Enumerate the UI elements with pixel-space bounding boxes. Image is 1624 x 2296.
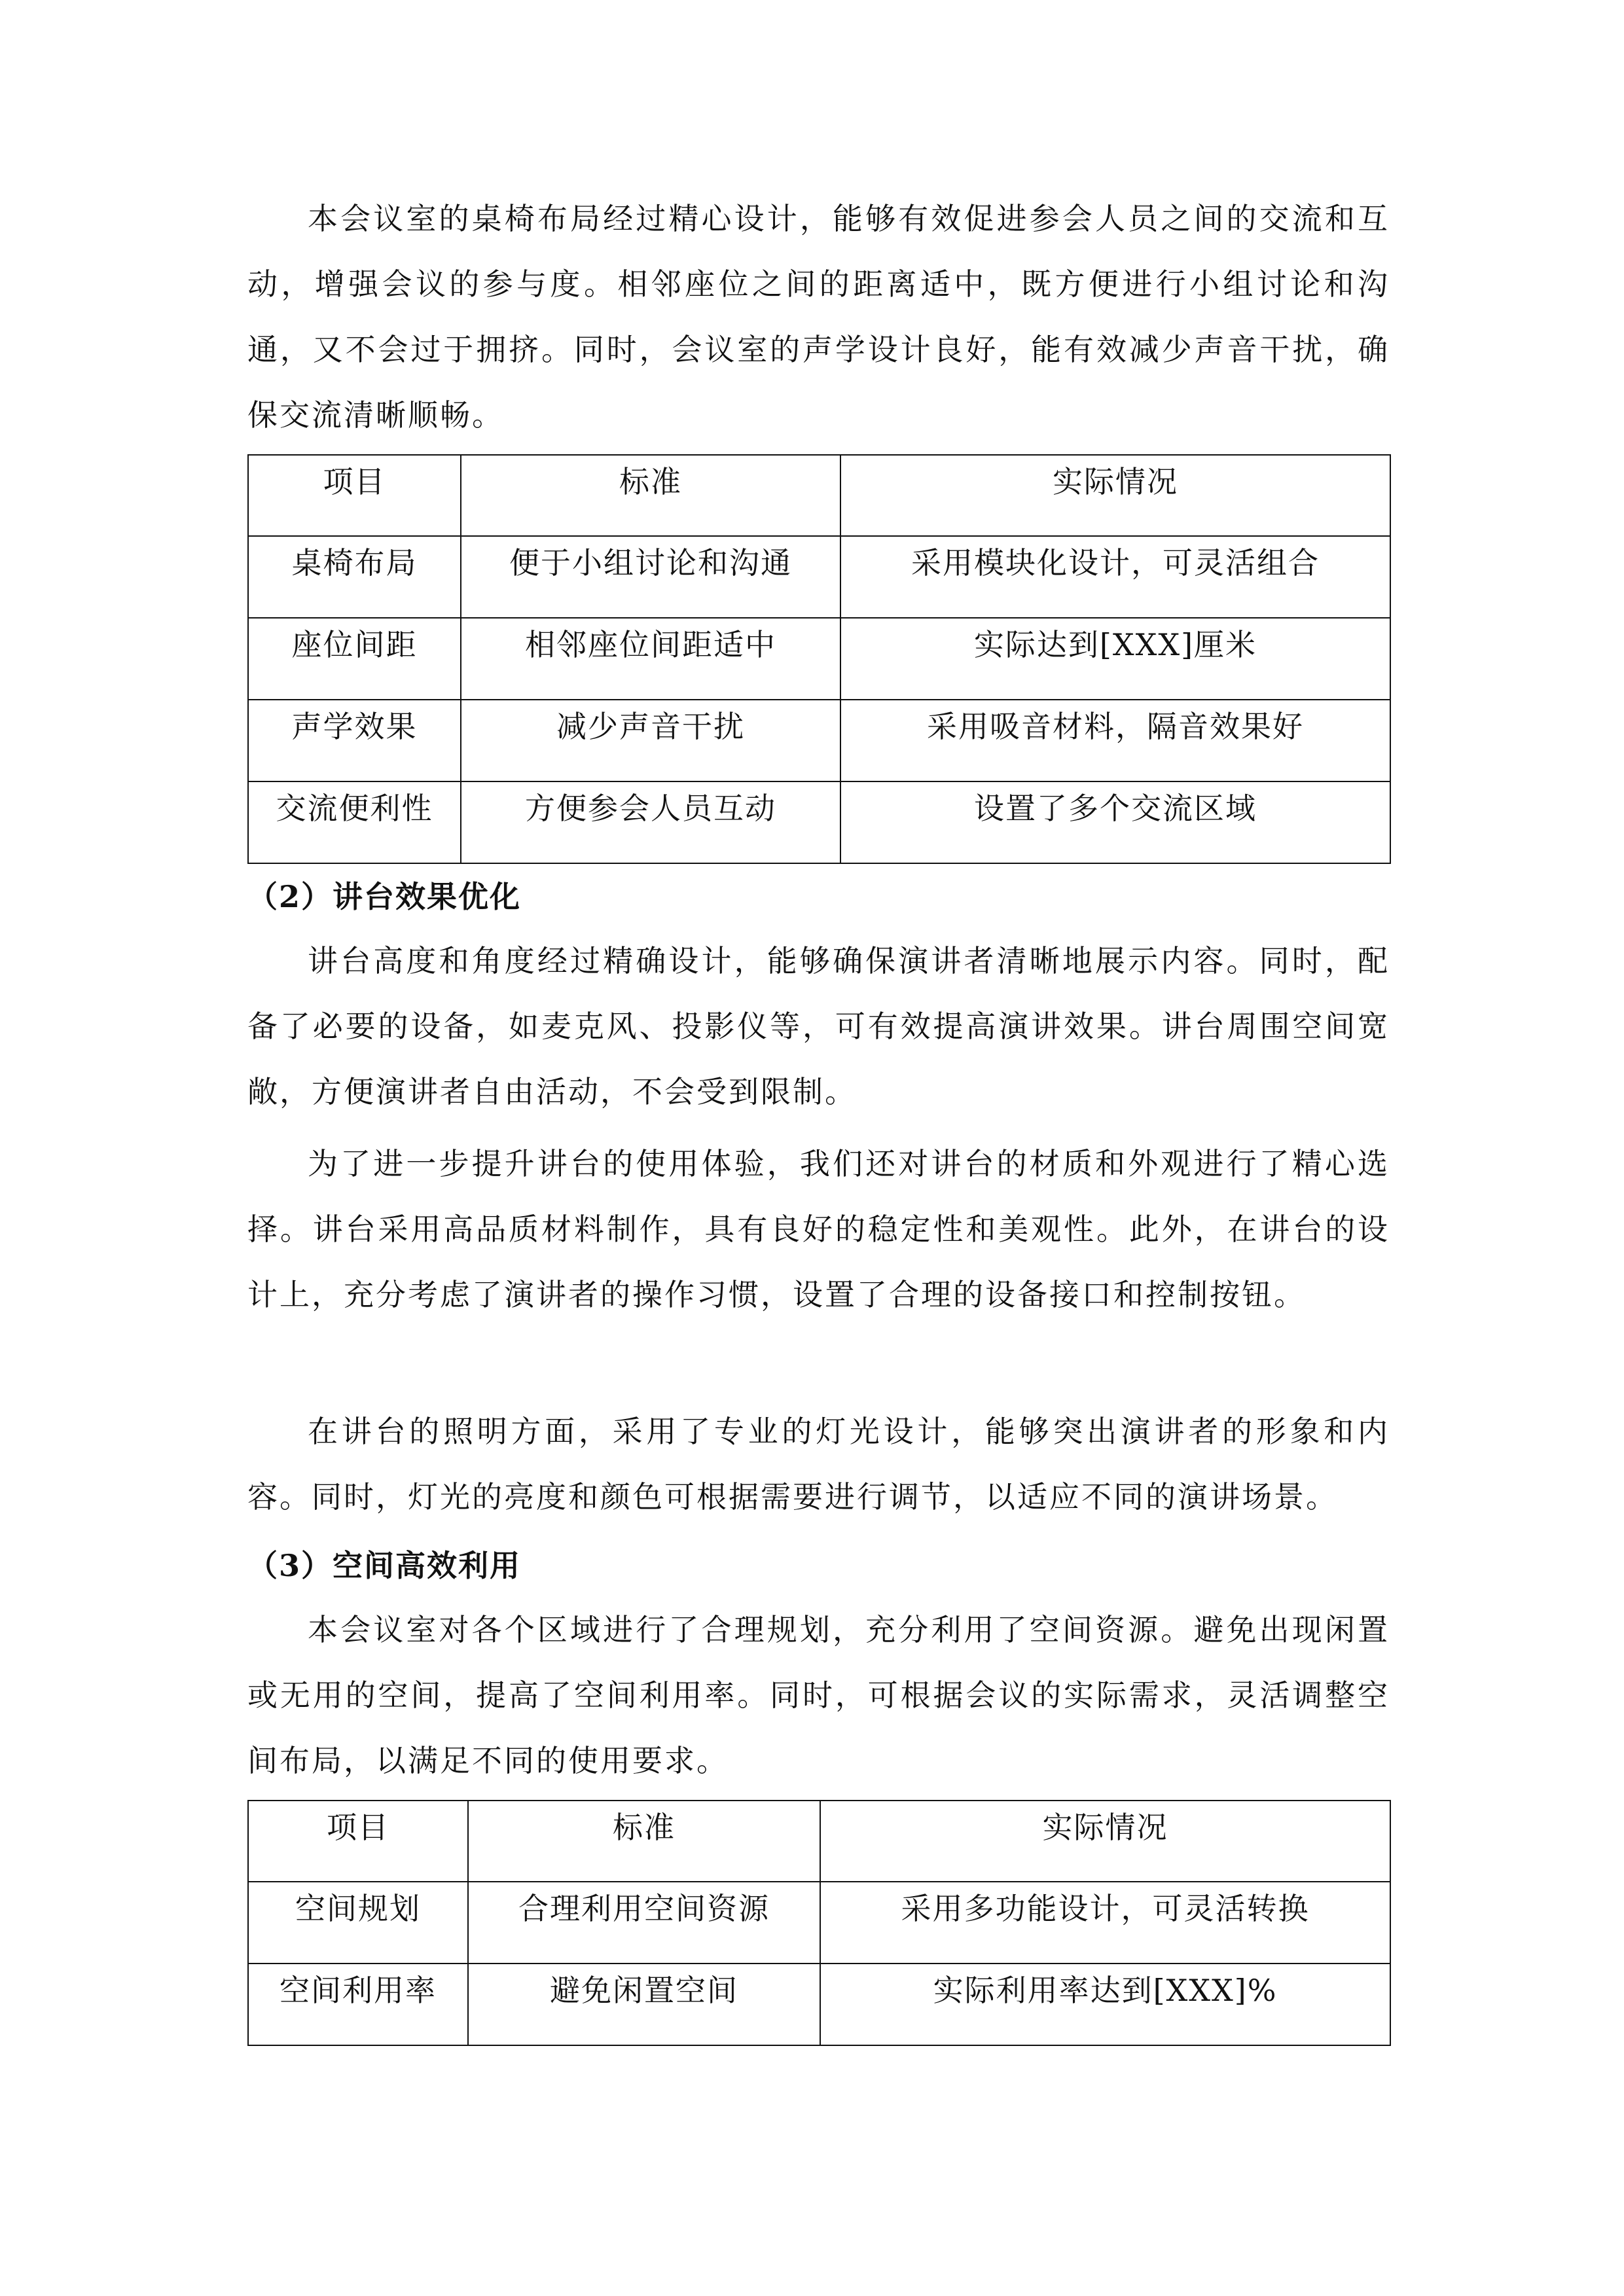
table-cell: 方便参会人员互动 [461,781,840,863]
table-header-cell: 标准 [468,1801,820,1882]
table-cell: 采用吸音材料，隔音效果好 [840,700,1390,781]
seating-table [247,454,1391,864]
table-cell: 交流便利性 [248,781,461,863]
section-heading-podium: （2）讲台效果优化 [247,879,522,914]
table-header-row [248,1801,1390,1882]
table-header-cell: 实际情况 [820,1801,1390,1882]
table-cell: 采用多功能设计，可灵活转换 [820,1882,1390,1964]
section-heading-space: （3）空间高效利用 [247,1548,522,1583]
podium-paragraph-2: 为了进一步提升讲台的使用体验，我们还对讲台的材质和外观进行了精心选择。讲台采用高品质材料制作，具有良好的稳定性和美观性。此外，在讲台的设计上，充分考虑了演讲者的操作习惯，设置了合理的设备接口和控制按钮。 [247,1146,1390,1312]
table-cell: 避免闲置空间 [468,1964,820,2045]
table-cell: 相邻座位间距适中 [461,618,840,700]
table-cell: 桌椅布局 [248,536,461,618]
table-cell: 实际利用率达到[XXX]% [820,1964,1390,2045]
table-cell: 便于小组讨论和沟通 [461,536,840,618]
table-row [248,618,1390,700]
table-row [248,700,1390,781]
table-row [248,1882,1390,1964]
podium-paragraph-1: 讲台高度和角度经过精确设计，能够确保演讲者清晰地展示内容。同时，配备了必要的设备，如麦克风、投影仪等，可有效提高演讲效果。讲台周围空间宽敞，方便演讲者自由活动，不会受到限制。 [247,943,1390,1109]
table-cell: 减少声音干扰 [461,700,840,781]
space-table [247,1800,1391,2046]
table-header-cell: 实际情况 [840,455,1390,536]
table-cell: 采用模块化设计，可灵活组合 [840,536,1390,618]
space-paragraph: 本会议室对各个区域进行了合理规划，充分利用了空间资源。避免出现闲置或无用的空间，提高了空间利用率。同时，可根据会议的实际需求，灵活调整空间布局，以满足不同的使用要求。 [247,1612,1390,1778]
table-header-row [248,455,1390,536]
table-cell: 合理利用空间资源 [468,1882,820,1964]
table-cell: 空间利用率 [248,1964,468,2045]
table-row [248,781,1390,863]
table-row [248,1964,1390,2045]
intro-paragraph: 本会议室的桌椅布局经过精心设计，能够有效促进参会人员之间的交流和互动，增强会议的参与度。相邻座位之间的距离适中，既方便进行小组讨论和沟通，又不会过于拥挤。同时，会议室的声学设计良好，能有效减少声音干扰，确保交流清晰顺畅。 [247,201,1390,433]
table-cell: 实际达到[XXX]厘米 [840,618,1390,700]
podium-paragraph-3: 在讲台的照明方面，采用了专业的灯光设计，能够突出演讲者的形象和内容。同时，灯光的亮度和颜色可根据需要进行调节，以适应不同的演讲场景。 [247,1414,1390,1515]
table-header-cell: 项目 [248,1801,468,1882]
table-cell: 声学效果 [248,700,461,781]
table-cell: 空间规划 [248,1882,468,1964]
table-row [248,536,1390,618]
table-cell: 设置了多个交流区域 [840,781,1390,863]
table-header-cell: 项目 [248,455,461,536]
table-header-cell: 标准 [461,455,840,536]
table-cell: 座位间距 [248,618,461,700]
